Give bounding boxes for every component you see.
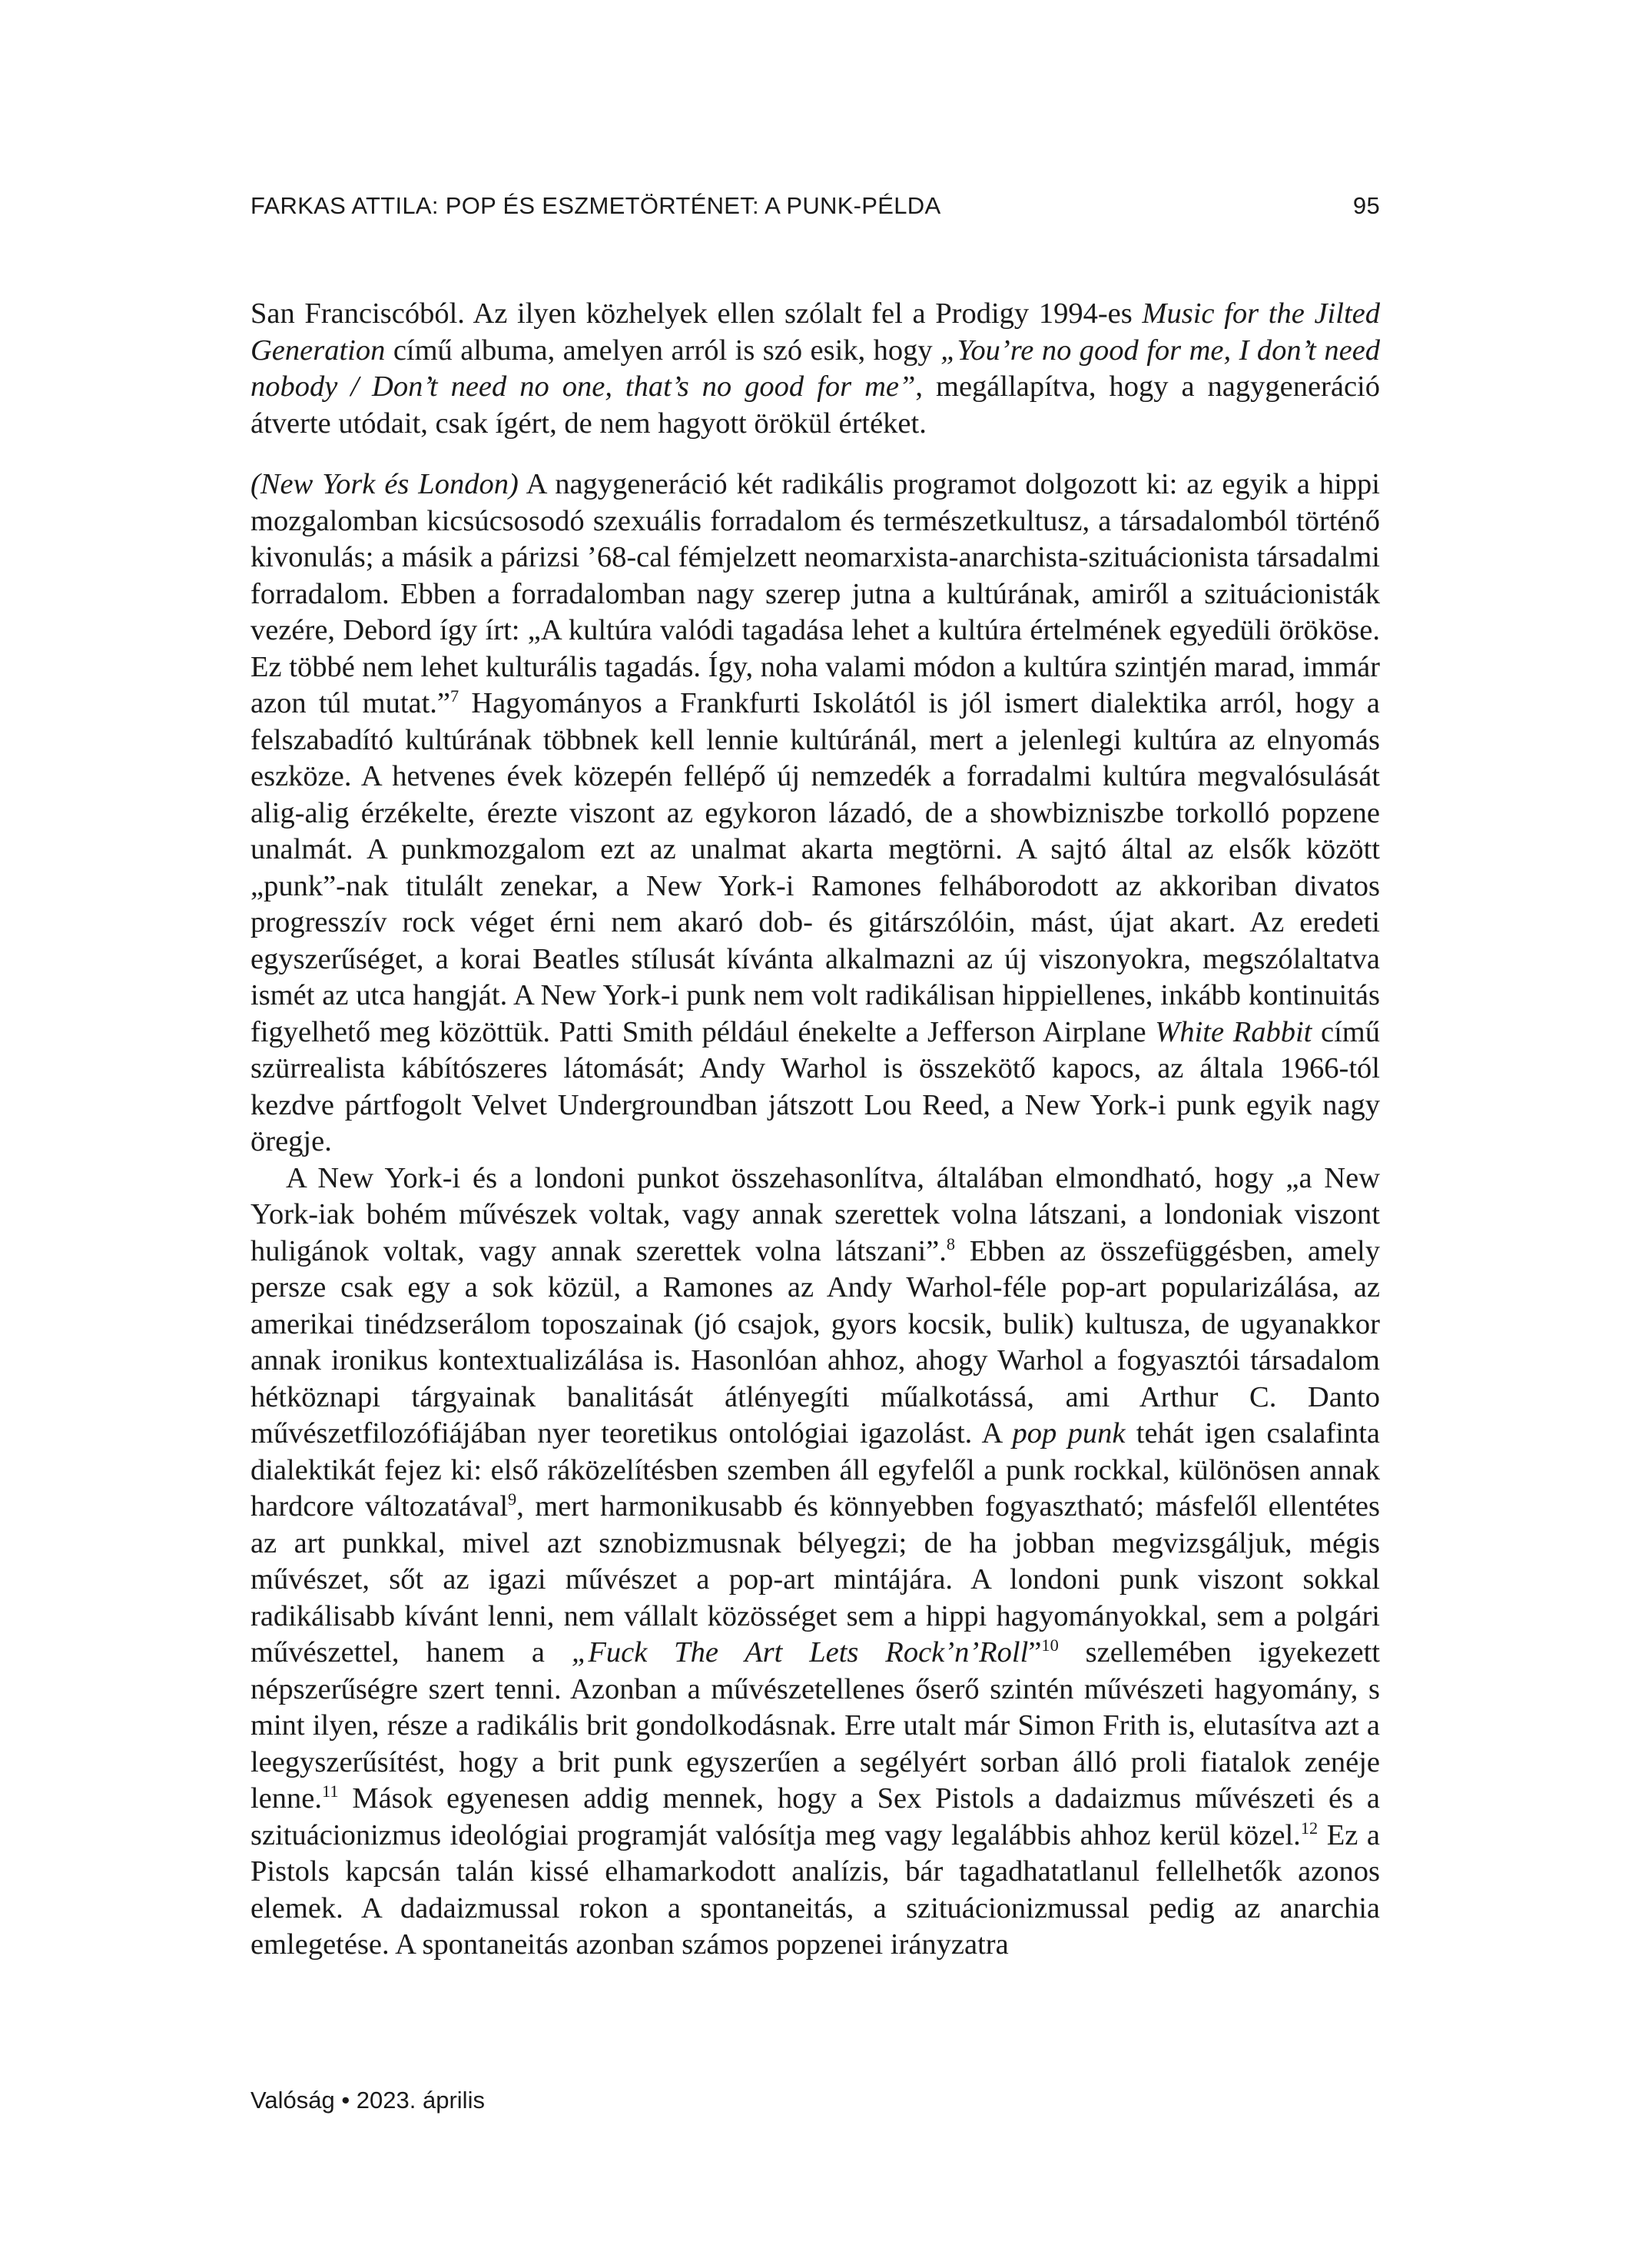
running-title: FARKAS ATTILA: POP ÉS ESZMETÖRTÉNET: A PUNK-PÉLDA (250, 192, 941, 219)
paragraph: (New York és London) A nagygeneráció két radikális programot dolgozott ki: az egyik a hippi mozgalomban kicsúcsosodó szexuális forradalom és természetkultusz, a társadalomból történő kivonulás; a másik a párizsi ’68-cal fémjelzett neomarxista-anarchista-szituácionista társadalmi forradalom. Ebben a forradalomban nagy szerep jutna a kultúrának, amiről a szituácionisták vezére, Debord így írt: „A kultúra valódi tagadása lehet a kultúra értelmének egyedüli örököse. Ez többé nem lehet kulturális tagadás. Így, noha valami módon a kultúra szintjén marad, immár azon túl mutat.”$^7$ Hagyományos a Frankfurti Iskolától is jól ismert dialektika arról, hogy a felszabadító kultúrának többnek kell lennie kultúránál, mert a jelenlegi kultúra az elnyomás eszköze. A hetvenes évek közepén fellépő új nemzedék a forradalmi kultúra megvalósulását alig-alig érzékelte, érezte viszont az egykoron lázadó, de a showbizniszbe torkolló popzene unalmát. A punkmozgalom ezt az unalmat akarta megtörni. A sajtó által az elsők között „punk”-nak titulált zenekar, a New York-i Ramones felháborodott az akkoriban divatos progresszív rock véget érni nem akaró dob- és gitárszólóin, mást, újat akart. Az eredeti egyszerűséget, a korai Beatles stílusát kívánta alkalmazni az új viszonyokra, megszólaltatva ismét az utca hangját. A New York-i punk nem volt radikálisan hippiellenes, inkább kontinuitás figyelhető meg közöttük. Patti Smith például énekelte a Jefferson Airplane White Rabbit című szürrealista kábítószeres látomását; Andy Warhol is összekötő kapocs, az általa 1966-tól kezdve pártfogolt Velvet Undergroundban játszott Lou Reed, a New York-i punk egyik nagy öregje. (250, 468, 1381, 1157)
paragraph: A New York-i és a londoni punkot összehasonlítva, általában elmondható, hogy „a New York-iak bohém művészek voltak, vagy annak szerettek volna látszani, a londoniak viszont huligánok voltak, vagy annak szerettek volna látszani”.$^8$ Ebben az összefüggésben, amely persze csak egy a sok közül, a Ramones az Andy Warhol-féle pop-art popularizálása, az amerikai tinédzserálom toposzainak (jó csajok, gyors kocsik, bulik) kultusza, de ugyanakkor annak ironikus kontextualizálása is. Hasonlóan ahhoz, ahogy Warhol a fogyasztói társadalom hétköznapi tárgyainak banalitását átlényegíti műalkotássá, ami Arthur C. Danto művészetfilozófiájában nyer teoretikus ontológiai igazolást. A pop punk tehát igen csalafinta dialektikát fejez ki: első ráközelítésben szemben áll egyfelől a punk rockkal, különösen annak hardcore változatával$^9$, mert harmonikusabb és könnyebben fogyasztható; másfelől ellentétes az art punkkal, mivel azt sznobizmusnak bélyegzi; de ha jobban megvizsgáljuk, mégis művészet, sőt az igazi művészet a pop-art mintájára. A londoni punk viszont sokkal radikálisabb kívánt lenni, nem vállalt közösséget sem a hippi hagyományokkal, sem a polgári művészettel, hanem a „Fuck The Art Lets Rock’n’Roll”$^{10}$ szellemében igyekezett népszerűségre szert tenni. Azonban a művészetellenes őserő szintén művészeti hagyomány, s mint ilyen, része a radikális brit gondolkodásnak. Erre utalt már Simon Frith is, elutasítva azt a leegyszerűsítést, hogy a brit punk egyszerűen a segélyért sorban álló proli fiatalok zenéje lenne.$^{11}$ Mások egyenesen addig mennek, hogy a Sex Pistols a dadaizmus művészeti és a szituácionizmus ideológiai programját valósítja meg vagy legalábbis ahhoz kerül közel.$^{12}$ Ez a Pistols kapcsán talán kissé elhamarkodott analízis, bár tagadhatatlanul fellelhetők azonos elemek. A dadaizmussal rokon a spontaneitás, a szituácionizmussal pedig az anarchia emlegetése. A spontaneitás azonban számos popzenei irányzatra (250, 1161, 1380, 1961)
song-title: White Rabbit (1155, 1015, 1312, 1048)
page-number: 95 (1352, 192, 1380, 219)
journal-issue: Valóság • 2023. április (250, 2087, 485, 2114)
footnote-ref: 11 (322, 1782, 339, 1801)
article-body (250, 296, 1380, 1964)
footnote-ref: 12 (1300, 1818, 1319, 1838)
footer (250, 2087, 485, 2114)
running-head (250, 192, 1380, 220)
footnote-ref: 7 (450, 686, 459, 706)
footnote-ref: 9 (508, 1489, 517, 1509)
footnote-ref: 8 (946, 1234, 956, 1254)
paragraph: San Franciscóból. Az ilyen közhelyek ellen szólalt fel a Prodigy 1994-es Music for the Jilted Generation című albuma, amelyen arról is szó esik, hogy „You’re no good for me, I don’t need nobody / Don’t need no one, that’s no good for me”, megállapítva, hogy a nagygeneráció átverte utódait, csak ígért, de nem hagyott örökül értéket. (250, 297, 1380, 440)
italic-term: pop punk (1012, 1417, 1126, 1449)
section-label: (New York és London) (250, 468, 519, 500)
lyrics-quote: „You’re no good for me, I don’t need nobody / Don’t need no one, that’s no good for me” (250, 334, 1380, 403)
album-title: Music for the Jilted Generation (250, 297, 1380, 367)
italic-quote: „Fuck The Art Lets Rock’n’Roll (571, 1636, 1029, 1669)
footnote-ref: 10 (1041, 1635, 1059, 1655)
